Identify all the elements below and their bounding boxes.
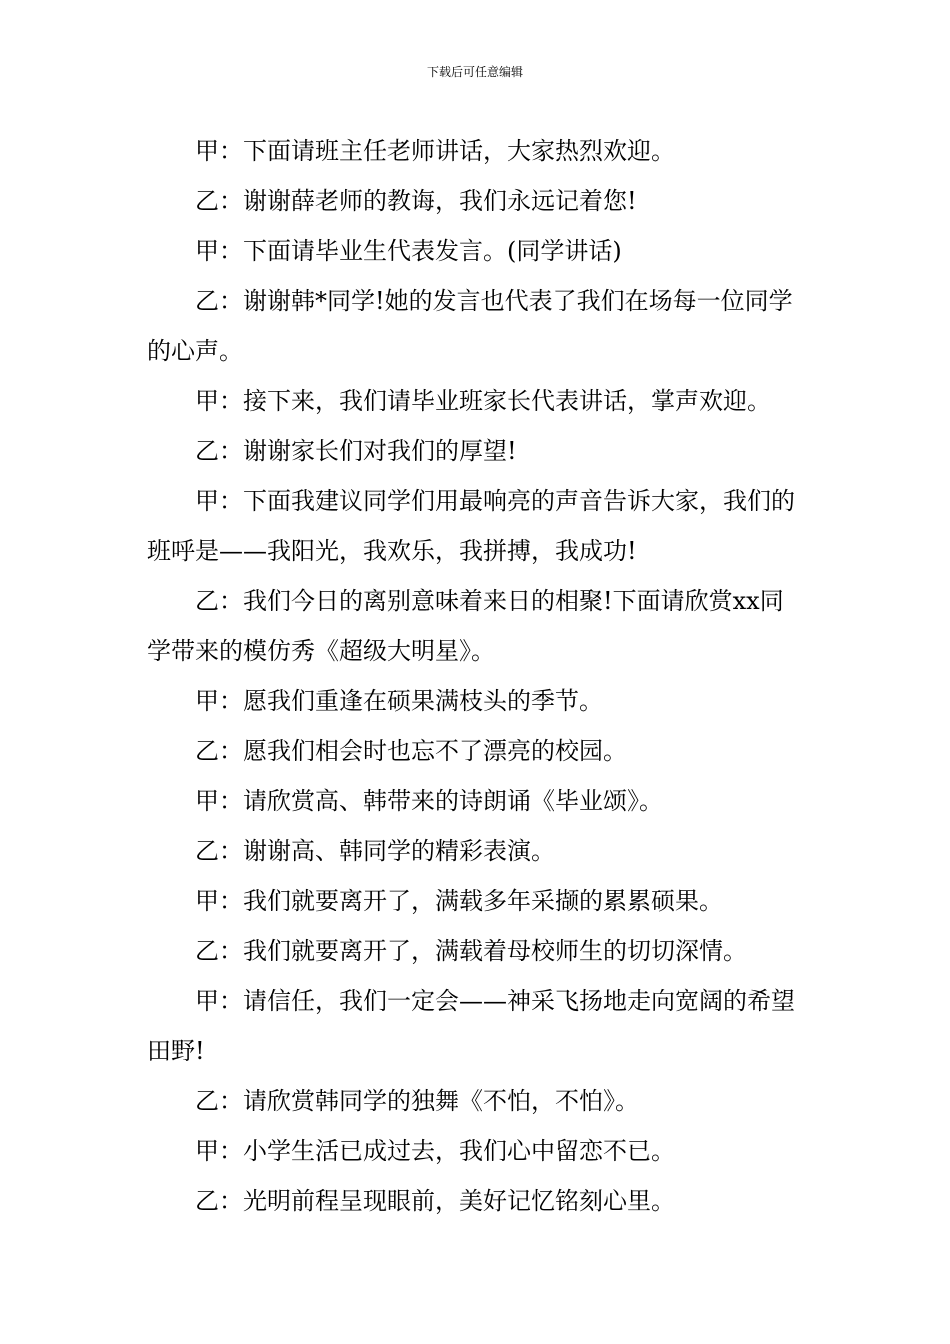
dialogue-paragraph: 乙：我们就要离开了，满载着母校师生的切切深情。 — [195, 937, 747, 965]
dialogue-paragraph: 甲：下面请班主任老师讲话，大家热烈欢迎。 — [195, 137, 675, 165]
dialogue-paragraph: 乙：谢谢薛老师的教诲，我们永远记着您! — [195, 187, 637, 215]
page-header: 下载后可任意编辑 — [426, 65, 523, 79]
document-body — [147, 126, 807, 1226]
dialogue-paragraph: 甲：下面我建议同学们用最响亮的声音告诉大家，我们的班呼是——我阳光，我欢乐，我拼搏，我成功! — [147, 487, 795, 565]
dialogue-paragraph: 甲：愿我们重逢在硕果满枝头的季节。 — [195, 687, 603, 715]
dialogue-paragraph: 乙：愿我们相会时也忘不了漂亮的校园。 — [195, 737, 627, 765]
dialogue-paragraph: 乙：谢谢家长们对我们的厚望! — [195, 437, 517, 465]
dialogue-paragraph: 甲：下面请毕业生代表发言。(同学讲话) — [195, 237, 622, 265]
dialogue-paragraph: 乙：光明前程呈现眼前，美好记忆铭刻心里。 — [195, 1187, 675, 1215]
dialogue-paragraph: 甲：接下来，我们请毕业班家长代表讲话，掌声欢迎。 — [195, 387, 771, 415]
dialogue-paragraph: 乙：我们今日的离别意味着来日的相聚!下面请欣赏xx同学带来的模仿秀《超级大明星》。 — [147, 587, 784, 665]
dialogue-paragraph: 甲：我们就要离开了，满载多年采撷的累累硕果。 — [195, 887, 723, 915]
dialogue-paragraph: 乙：请欣赏韩同学的独舞《不怕，不怕》。 — [195, 1087, 639, 1115]
dialogue-paragraph: 乙：谢谢高、韩同学的精彩表演。 — [195, 837, 555, 865]
dialogue-paragraph: 甲：请欣赏高、韩带来的诗朗诵《毕业颂》。 — [195, 787, 663, 815]
dialogue-paragraph: 乙：谢谢韩*同学!她的发言也代表了我们在场每一位同学的心声。 — [147, 287, 793, 365]
dialogue-paragraph: 甲：小学生活已成过去，我们心中留恋不已。 — [195, 1137, 675, 1165]
dialogue-paragraph: 甲：请信任，我们一定会——神采飞扬地走向宽阔的希望田野! — [147, 987, 795, 1065]
